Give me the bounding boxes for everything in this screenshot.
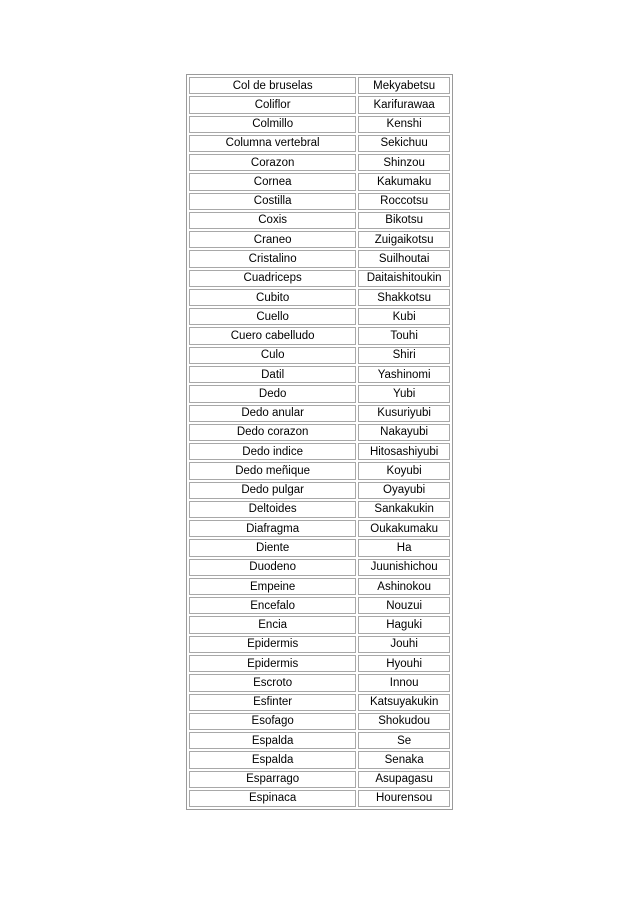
spanish-term-cell: Craneo	[189, 231, 356, 248]
japanese-term-cell: Daitaishitoukin	[358, 270, 450, 287]
table-row	[189, 771, 450, 788]
table-row	[189, 597, 450, 614]
table-row	[189, 270, 450, 287]
table-row	[189, 96, 450, 113]
spanish-term-cell: Dedo anular	[189, 405, 356, 422]
table-row	[189, 578, 450, 595]
spanish-term-cell: Coliflor	[189, 96, 356, 113]
japanese-term-cell: Roccotsu	[358, 193, 450, 210]
japanese-term-cell: Se	[358, 732, 450, 749]
table-row	[189, 193, 450, 210]
spanish-term-cell: Espinaca	[189, 790, 356, 807]
table-row	[189, 790, 450, 807]
spanish-term-cell: Espalda	[189, 732, 356, 749]
spanish-term-cell: Esparrago	[189, 771, 356, 788]
spanish-term-cell: Espalda	[189, 751, 356, 768]
spanish-term-cell: Cubito	[189, 289, 356, 306]
table-row	[189, 539, 450, 556]
table-row	[189, 559, 450, 576]
table-row	[189, 347, 450, 364]
spanish-term-cell: Cuadriceps	[189, 270, 356, 287]
spanish-term-cell: Costilla	[189, 193, 356, 210]
table-row	[189, 308, 450, 325]
japanese-term-cell: Kakumaku	[358, 173, 450, 190]
table-row	[189, 520, 450, 537]
japanese-term-cell: Kenshi	[358, 116, 450, 133]
table-row	[189, 250, 450, 267]
table-row	[189, 616, 450, 633]
table-row	[189, 77, 450, 94]
spanish-term-cell: Coxis	[189, 212, 356, 229]
table-row	[189, 424, 450, 441]
spanish-term-cell: Epidermis	[189, 636, 356, 653]
table-row	[189, 154, 450, 171]
japanese-term-cell: Asupagasu	[358, 771, 450, 788]
spanish-term-cell: Deltoides	[189, 501, 356, 518]
spanish-term-cell: Dedo	[189, 385, 356, 402]
japanese-term-cell: Nouzui	[358, 597, 450, 614]
spanish-term-cell: Cuero cabelludo	[189, 327, 356, 344]
table-row	[189, 694, 450, 711]
spanish-term-cell: Corazon	[189, 154, 356, 171]
table-row	[189, 501, 450, 518]
spanish-term-cell: Columna vertebral	[189, 135, 356, 152]
spanish-term-cell: Esofago	[189, 713, 356, 730]
table-row	[189, 751, 450, 768]
japanese-term-cell: Innou	[358, 674, 450, 691]
japanese-term-cell: Oyayubi	[358, 482, 450, 499]
japanese-term-cell: Touhi	[358, 327, 450, 344]
japanese-term-cell: Sekichuu	[358, 135, 450, 152]
table-row	[189, 655, 450, 672]
japanese-term-cell: Shinzou	[358, 154, 450, 171]
japanese-term-cell: Bikotsu	[358, 212, 450, 229]
japanese-term-cell: Jouhi	[358, 636, 450, 653]
table-row	[189, 674, 450, 691]
spanish-term-cell: Cristalino	[189, 250, 356, 267]
japanese-term-cell: Shiri	[358, 347, 450, 364]
spanish-term-cell: Diafragma	[189, 520, 356, 537]
spanish-term-cell: Encia	[189, 616, 356, 633]
table-row	[189, 385, 450, 402]
spanish-term-cell: Culo	[189, 347, 356, 364]
japanese-term-cell: Katsuyakukin	[358, 694, 450, 711]
japanese-term-cell: Koyubi	[358, 462, 450, 479]
japanese-term-cell: Hyouhi	[358, 655, 450, 672]
spanish-term-cell: Escroto	[189, 674, 356, 691]
spanish-term-cell: Dedo meñique	[189, 462, 356, 479]
spanish-term-cell: Epidermis	[189, 655, 356, 672]
japanese-term-cell: Zuigaikotsu	[358, 231, 450, 248]
table-row	[189, 116, 450, 133]
japanese-term-cell: Sankakukin	[358, 501, 450, 518]
japanese-term-cell: Nakayubi	[358, 424, 450, 441]
table-row	[189, 212, 450, 229]
table-row	[189, 366, 450, 383]
spanish-term-cell: Duodeno	[189, 559, 356, 576]
japanese-term-cell: Kubi	[358, 308, 450, 325]
japanese-term-cell: Shokudou	[358, 713, 450, 730]
japanese-term-cell: Hitosashiyubi	[358, 443, 450, 460]
table-row	[189, 231, 450, 248]
spanish-term-cell: Diente	[189, 539, 356, 556]
spanish-term-cell: Cornea	[189, 173, 356, 190]
japanese-term-cell: Karifurawaa	[358, 96, 450, 113]
spanish-term-cell: Encefalo	[189, 597, 356, 614]
table-row	[189, 443, 450, 460]
japanese-term-cell: Yashinomi	[358, 366, 450, 383]
japanese-term-cell: Haguki	[358, 616, 450, 633]
spanish-term-cell: Dedo indice	[189, 443, 356, 460]
vocabulary-table-body	[189, 77, 450, 807]
vocabulary-table	[186, 74, 453, 810]
japanese-term-cell: Ashinokou	[358, 578, 450, 595]
japanese-term-cell: Shakkotsu	[358, 289, 450, 306]
spanish-term-cell: Dedo corazon	[189, 424, 356, 441]
table-row	[189, 173, 450, 190]
spanish-term-cell: Colmillo	[189, 116, 356, 133]
table-row	[189, 732, 450, 749]
table-row	[189, 135, 450, 152]
table-row	[189, 482, 450, 499]
table-row	[189, 636, 450, 653]
japanese-term-cell: Senaka	[358, 751, 450, 768]
japanese-term-cell: Oukakumaku	[358, 520, 450, 537]
spanish-term-cell: Col de bruselas	[189, 77, 356, 94]
table-row	[189, 327, 450, 344]
japanese-term-cell: Kusuriyubi	[358, 405, 450, 422]
japanese-term-cell: Yubi	[358, 385, 450, 402]
japanese-term-cell: Ha	[358, 539, 450, 556]
japanese-term-cell: Hourensou	[358, 790, 450, 807]
spanish-term-cell: Empeine	[189, 578, 356, 595]
table-row	[189, 713, 450, 730]
table-row	[189, 289, 450, 306]
table-row	[189, 405, 450, 422]
japanese-term-cell: Mekyabetsu	[358, 77, 450, 94]
japanese-term-cell: Suilhoutai	[358, 250, 450, 267]
japanese-term-cell: Juunishichou	[358, 559, 450, 576]
spanish-term-cell: Dedo pulgar	[189, 482, 356, 499]
table-row	[189, 462, 450, 479]
spanish-term-cell: Cuello	[189, 308, 356, 325]
spanish-term-cell: Esfinter	[189, 694, 356, 711]
spanish-term-cell: Datil	[189, 366, 356, 383]
